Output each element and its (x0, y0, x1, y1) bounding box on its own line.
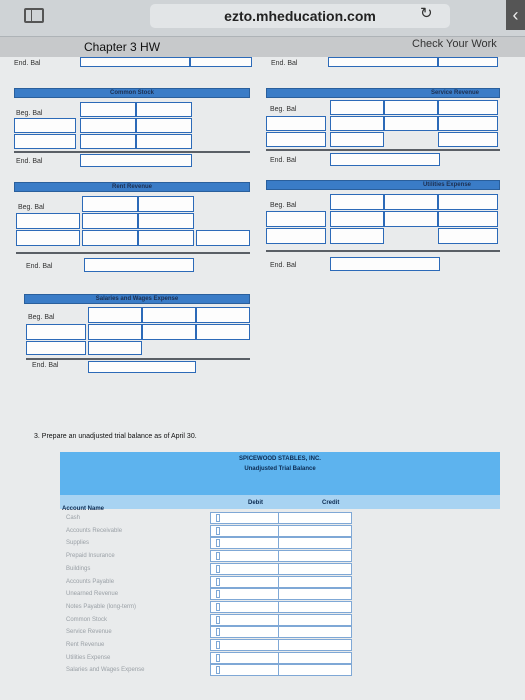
credit-input[interactable] (14, 134, 76, 149)
debit-input[interactable] (80, 102, 136, 117)
end-bal-label: End. Bal (26, 263, 53, 270)
account-name-cell: Accounts Payable (66, 578, 115, 585)
end-bal-label: End. Bal (270, 262, 297, 269)
end-bal-input[interactable] (80, 154, 192, 167)
credit-input[interactable] (138, 213, 194, 229)
check-your-work-link[interactable]: Check Your Work (412, 38, 497, 50)
credit-input[interactable] (80, 118, 136, 133)
debit-input[interactable] (142, 307, 196, 323)
end-bal-input[interactable] (438, 57, 498, 67)
question-3-text: 3. Prepare an unadjusted trial balance as of April 30. (34, 433, 197, 440)
account-name-header: Account Name (62, 506, 105, 512)
debit-input[interactable] (88, 307, 142, 323)
debit-input[interactable] (438, 194, 498, 210)
credit-input[interactable] (330, 211, 384, 227)
table-row (60, 576, 500, 588)
t-account-header (14, 182, 250, 192)
trial-balance-subtitle: Unadjusted Trial Balance (244, 466, 316, 472)
debit-input[interactable] (216, 552, 220, 560)
t-account-header (266, 180, 500, 190)
end-bal-input[interactable] (328, 57, 438, 67)
end-bal-input[interactable] (190, 57, 252, 67)
credit-input[interactable] (278, 563, 352, 575)
table-row (60, 588, 500, 600)
debit-input[interactable] (216, 616, 220, 624)
account-title: Salaries and Wages Expense (95, 296, 179, 302)
debit-input[interactable] (216, 565, 220, 573)
account-name-cell: Buildings (66, 565, 91, 572)
credit-input[interactable] (14, 118, 76, 133)
credit-input[interactable] (136, 118, 192, 133)
account-name-cell: Unearned Revenue (66, 591, 119, 598)
credit-header: Credit (322, 500, 340, 506)
credit-input[interactable] (278, 512, 352, 524)
beg-bal-label: Beg. Bal (270, 106, 297, 113)
account-name-cell: Rent Revenue (66, 642, 105, 648)
credit-input[interactable] (330, 228, 384, 244)
credit-input[interactable] (80, 134, 136, 149)
credit-input[interactable] (138, 230, 194, 246)
end-bal-label: End. Bal (16, 158, 43, 165)
t-account-header (24, 294, 250, 304)
end-bal-label: End. Bal (14, 60, 41, 67)
account-name-cell: Common Stock (66, 616, 108, 623)
credit-input[interactable] (330, 132, 384, 147)
beg-bal-label: Beg. Bal (270, 202, 297, 209)
account-name-cell: Prepaid Insurance (66, 553, 115, 560)
url-text: ezto.mheducation.com (224, 8, 376, 24)
debit-input[interactable] (216, 514, 220, 522)
credit-input[interactable] (16, 230, 80, 246)
account-name-cell: Cash (66, 515, 81, 521)
credit-input[interactable] (88, 324, 142, 340)
credit-input[interactable] (196, 230, 250, 246)
total-line (26, 358, 250, 360)
account-title: Rent Revenue (111, 184, 152, 190)
trial-balance-rows (60, 512, 500, 700)
credit-input[interactable] (278, 601, 352, 613)
account-title: Utilities Expense (422, 182, 471, 188)
debit-input[interactable] (216, 654, 220, 662)
credit-input[interactable] (266, 132, 326, 147)
credit-input[interactable] (88, 341, 142, 355)
end-bal-input[interactable] (88, 361, 196, 373)
credit-input[interactable] (266, 116, 326, 131)
debit-input[interactable] (384, 194, 438, 210)
table-row (60, 614, 500, 626)
credit-input[interactable] (142, 324, 196, 340)
account-name-cell: Notes Payable (long-term) (66, 603, 137, 610)
account-name-cell: Salaries and Wages Expense (66, 667, 145, 674)
total-line (16, 252, 250, 254)
table-row (60, 550, 500, 562)
table-row (60, 537, 500, 549)
column-header-row (60, 495, 500, 509)
debit-input[interactable] (330, 100, 384, 115)
credit-input[interactable] (438, 132, 498, 147)
credit-input[interactable] (278, 614, 352, 626)
beg-bal-label: Beg. Bal (28, 314, 55, 321)
end-bal-label: End. Bal (271, 60, 298, 67)
credit-input[interactable] (438, 228, 498, 244)
t-account-header (14, 88, 250, 98)
debit-input[interactable] (138, 196, 194, 212)
credit-input[interactable] (278, 652, 352, 664)
debit-input[interactable] (216, 641, 220, 649)
debit-input[interactable] (438, 100, 498, 115)
credit-input[interactable] (278, 664, 352, 676)
end-bal-input[interactable] (84, 258, 194, 272)
credit-input[interactable] (266, 211, 326, 227)
credit-input[interactable] (278, 525, 352, 537)
debit-input[interactable] (136, 102, 192, 117)
credit-input[interactable] (278, 639, 352, 651)
total-line (14, 151, 250, 153)
table-row (60, 525, 500, 537)
debit-input[interactable] (216, 590, 220, 598)
debit-input[interactable] (330, 194, 384, 210)
tabs-icon[interactable] (24, 8, 44, 23)
debit-input[interactable] (82, 196, 138, 212)
credit-input[interactable] (26, 341, 86, 355)
credit-input[interactable] (82, 213, 138, 229)
end-bal-label: End. Bal (32, 362, 59, 369)
debit-input[interactable] (216, 539, 220, 547)
debit-input[interactable] (216, 578, 220, 586)
beg-bal-label: Beg. Bal (16, 110, 43, 117)
end-bal-input[interactable] (80, 57, 190, 67)
table-row (60, 652, 500, 664)
beg-bal-label: Beg. Bal (18, 204, 45, 211)
credit-input[interactable] (438, 116, 498, 131)
credit-input[interactable] (136, 134, 192, 149)
credit-input[interactable] (384, 211, 438, 227)
credit-input[interactable] (196, 324, 250, 340)
account-name-cell: Utilities Expense (66, 654, 111, 661)
t-account-header (266, 88, 500, 98)
debit-input[interactable] (216, 628, 220, 636)
end-bal-input[interactable] (330, 153, 440, 166)
credit-input[interactable] (278, 626, 352, 638)
credit-input[interactable] (278, 576, 352, 588)
credit-input[interactable] (26, 324, 86, 340)
account-name-cell: Supplies (66, 540, 90, 547)
debit-header: Debit (248, 500, 263, 506)
credit-input[interactable] (266, 228, 326, 244)
page-title: Chapter 3 HW (84, 40, 161, 54)
table-row (60, 563, 500, 575)
back-icon[interactable]: ‹ (506, 0, 525, 30)
credit-input[interactable] (82, 230, 138, 246)
end-bal-input[interactable] (330, 257, 440, 271)
debit-input[interactable] (196, 307, 250, 323)
account-name-cell: Service Revenue (66, 629, 112, 636)
account-name-cell: Accounts Receivable (66, 527, 123, 534)
credit-input[interactable] (330, 116, 384, 131)
credit-input[interactable] (384, 116, 438, 131)
end-bal-label: End. Bal (270, 157, 297, 164)
debit-input[interactable] (216, 527, 220, 535)
table-row (60, 601, 500, 613)
credit-input[interactable] (278, 537, 352, 549)
debit-input[interactable] (216, 666, 220, 674)
account-title: Service Revenue (430, 90, 479, 96)
browser-toolbar (0, 0, 525, 37)
table-row (60, 626, 500, 638)
debit-input[interactable] (216, 603, 220, 611)
credit-input[interactable] (438, 211, 498, 227)
company-name: SPICEWOOD STABLES, INC. (239, 456, 321, 462)
table-row (60, 664, 500, 676)
credit-input[interactable] (16, 213, 80, 229)
total-line (266, 250, 500, 252)
reload-icon[interactable]: ↻ (420, 5, 433, 22)
credit-input[interactable] (278, 550, 352, 562)
debit-input[interactable] (384, 100, 438, 115)
account-title: Common Stock (109, 90, 154, 96)
url-bar[interactable] (150, 4, 450, 28)
table-row (60, 512, 500, 524)
credit-input[interactable] (278, 588, 352, 600)
table-row (60, 639, 500, 651)
total-line (266, 149, 500, 151)
